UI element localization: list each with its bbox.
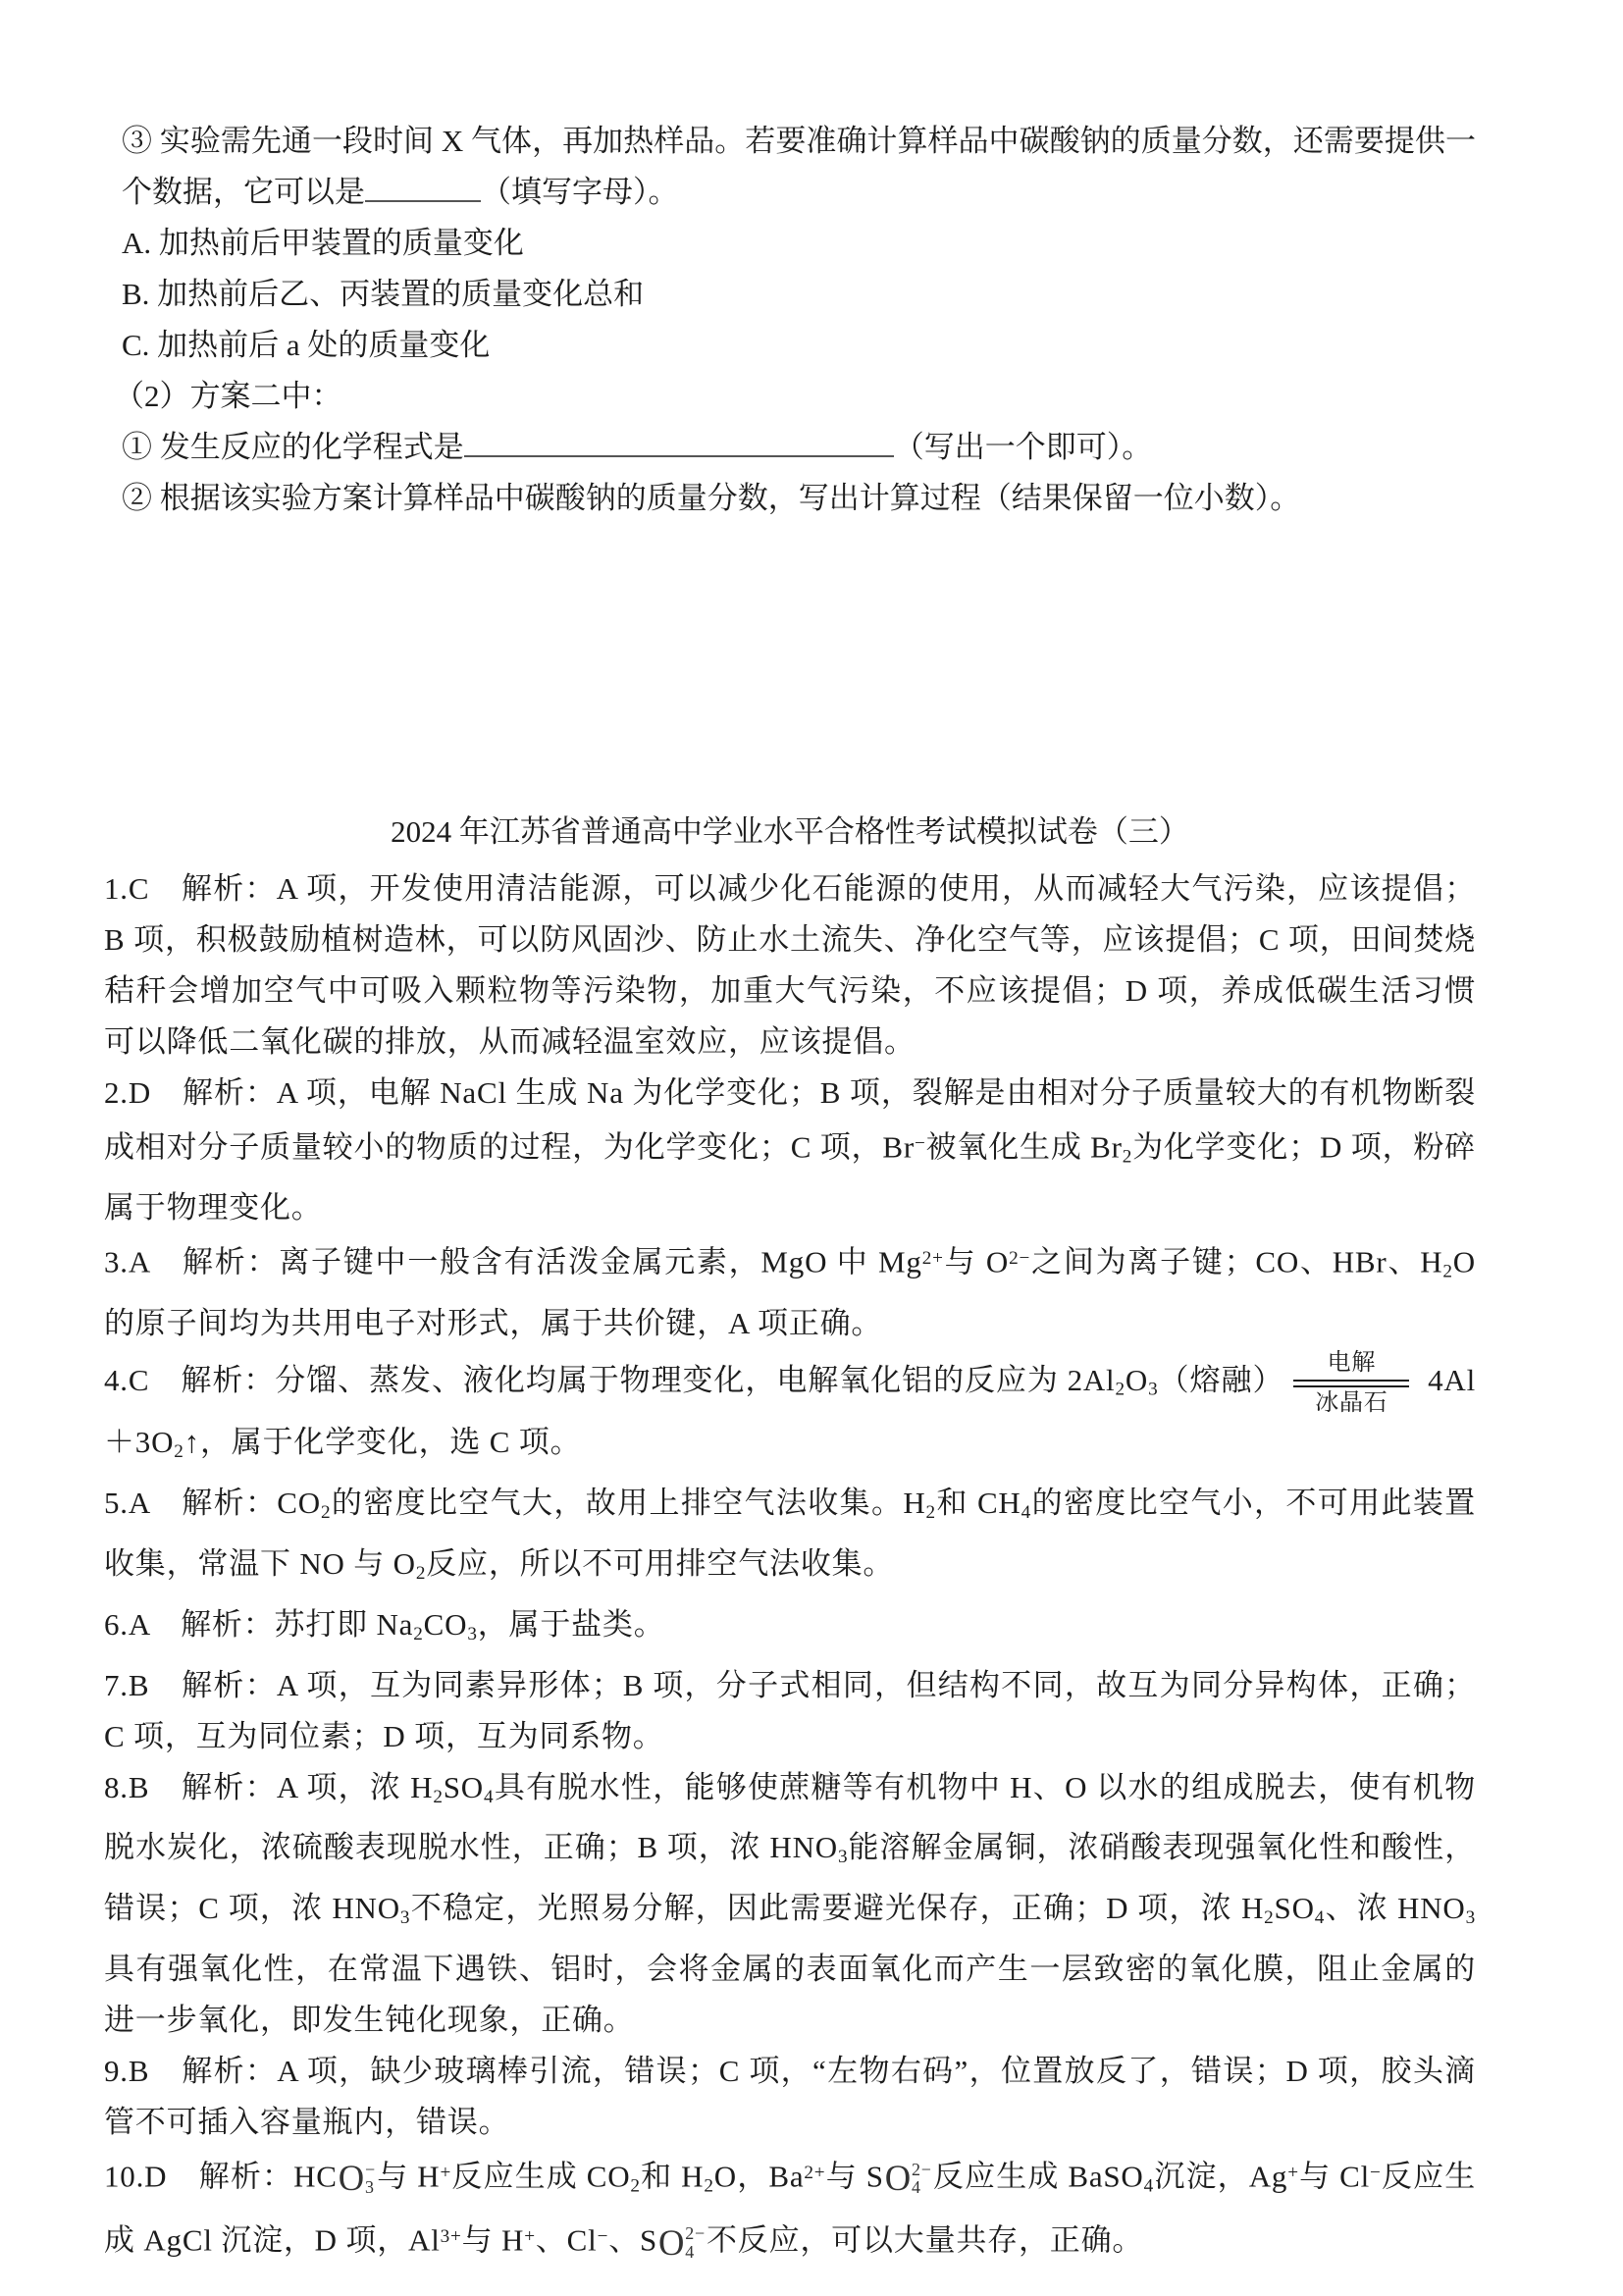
part-2-sub-1: ① 发生反应的化学程式是 （写出一个即可）。: [104, 422, 1476, 473]
part-2-heading: （2）方案二中：: [114, 379, 342, 413]
answer-10: 10.D 解析：HC O − 3 与 H+反应生成 $CO_2$和 $H_2O$，$Ba^{2+}$与 S O 2− 4 反应生成 BaSO$_4$沉淀，Ag+与 Cl−反应生成 AgCl 沉淀，D 项，$Al^{3+}$与 H+、Cl−、S O 2− 4 不反应，可以大量共存，正确。: [104, 2148, 1476, 2269]
fill-in-blank: [365, 168, 481, 202]
question-section: [104, 116, 1476, 524]
answer-key-title: 2024 年江苏省普通高中学业水平合格性考试模拟试卷（三）: [391, 814, 1189, 849]
fill-in-blank: [464, 423, 894, 457]
reaction-condition: 电解 冰晶石: [1293, 1349, 1409, 1418]
option-b: B. 加热前后乙、丙装置的质量变化总和: [122, 277, 645, 311]
question-3-intro: ③ 实验需先通一段时间 X 气体，再加热样品。若要准确计算样品中碳酸钠的质量分数，还需要提供一个数据，它可以是 （填写字母）。: [122, 124, 1476, 209]
option-a: A. 加热前后甲装置的质量变化: [122, 226, 524, 260]
answer-3: 3.A 解析：离子键中一般含有活泼金属元素，MgO 中 $Mg^{2+}$与 $O^{2-}$之间为离子键；CO、HBr、$H_2O$ 的原子间均为共用电子对形式，属于共价键，A 项正确。: [104, 1245, 1476, 1340]
answer-4: 4.C 解析：分馏、蒸发、液化均属于物理变化，电解氧化铝的反应为 $2Al_2O_3$（熔融） 电解 冰晶石 $4Al+3O_2↑$，属于化学变化，选 C 项。: [104, 1349, 1477, 1463]
answer-1: 1.C 解析：A 项，开发使用清洁能源，可以减少化石能源的使用，从而减轻大气污染，应该提倡；B 项，积极鼓励植树造林，可以防风固沙、防止水土流失、净化空气等，应该提倡；C 项，田间焚烧秸秆会增加空气中可吸入颗粒物等污染物，加重大气污染，不应该提倡；D 项，养成低碳生活习惯可以降低二氧化碳的排放，从而减轻温室效应，应该提倡。: [104, 871, 1476, 1059]
answer-9: 9.B 解析：A 项，缺少玻璃棒引流，错误；C 项，“左物右码”，位置放反了，错误；D 项，胶头滴管不可插入容量瓶内，错误。: [104, 2054, 1476, 2140]
answer-key-section: [104, 807, 1476, 2269]
stacked-ion-formula: O 2− 4: [658, 2221, 706, 2263]
answer-7: 7.B 解析：A 项，互为同素异形体；B 项，分子式相同，但结构不同，故互为同分异构体，正确；C 项，互为同位素；D 项，互为同系物。: [104, 1667, 1476, 1753]
stacked-ion-formula: O 2− 4: [884, 2158, 932, 2199]
option-c: C. 加热前后 a 处的质量变化: [122, 328, 491, 362]
answer-2: 2.D 解析：A 项，电解 NaCl 生成 Na 为化学变化；B 项，裂解是由相对分子质量较大的有机物断裂成相对分子质量较小的物质的过程，为化学变化；C 项，Br−被氧化生成 $Br_2$为化学变化；D 项，粉碎属于物理变化。: [104, 1075, 1476, 1226]
answer-6: 6.A 解析：苏打即 $Na_2CO_3$，属于盐类。: [104, 1606, 665, 1644]
stacked-ion-formula: O − 3: [338, 2158, 376, 2199]
part-2-sub-2: ② 根据该实验方案计算样品中碳酸钠的质量分数，写出计算过程（结果保留一位小数）。: [122, 481, 1301, 515]
answer-8: 8.B 解析：A 项，浓 $H_2SO_4$具有脱水性，能够使蔗糖等有机物中 H、O 以水的组成脱去，使有机物脱水炭化，浓硫酸表现脱水性，正确；B 项，浓 $HNO_3$能溶解金属铜，浓硝酸表现强氧化性和酸性，错误；C 项，浓 $HNO_3$不稳定，光照易分解，因此需要避光保存，正确；D 项，浓 $H_2SO_4$、浓 $HNO_3$具有强氧化性，在常温下遇铁、铝时，会将金属的表面氧化而产生一层致密的氧化膜，阻止金属的进一步氧化，即发生钝化现象，正确。: [104, 1769, 1477, 2038]
answer-5: 5.A 解析：$CO_2$的密度比空气大，故用上排空气法收集。$H_2$和 $CH_4$的密度比空气小，不可用此装置收集，常温下 NO 与 $O_2$反应，所以不可用排空气法收集。: [104, 1486, 1476, 1584]
